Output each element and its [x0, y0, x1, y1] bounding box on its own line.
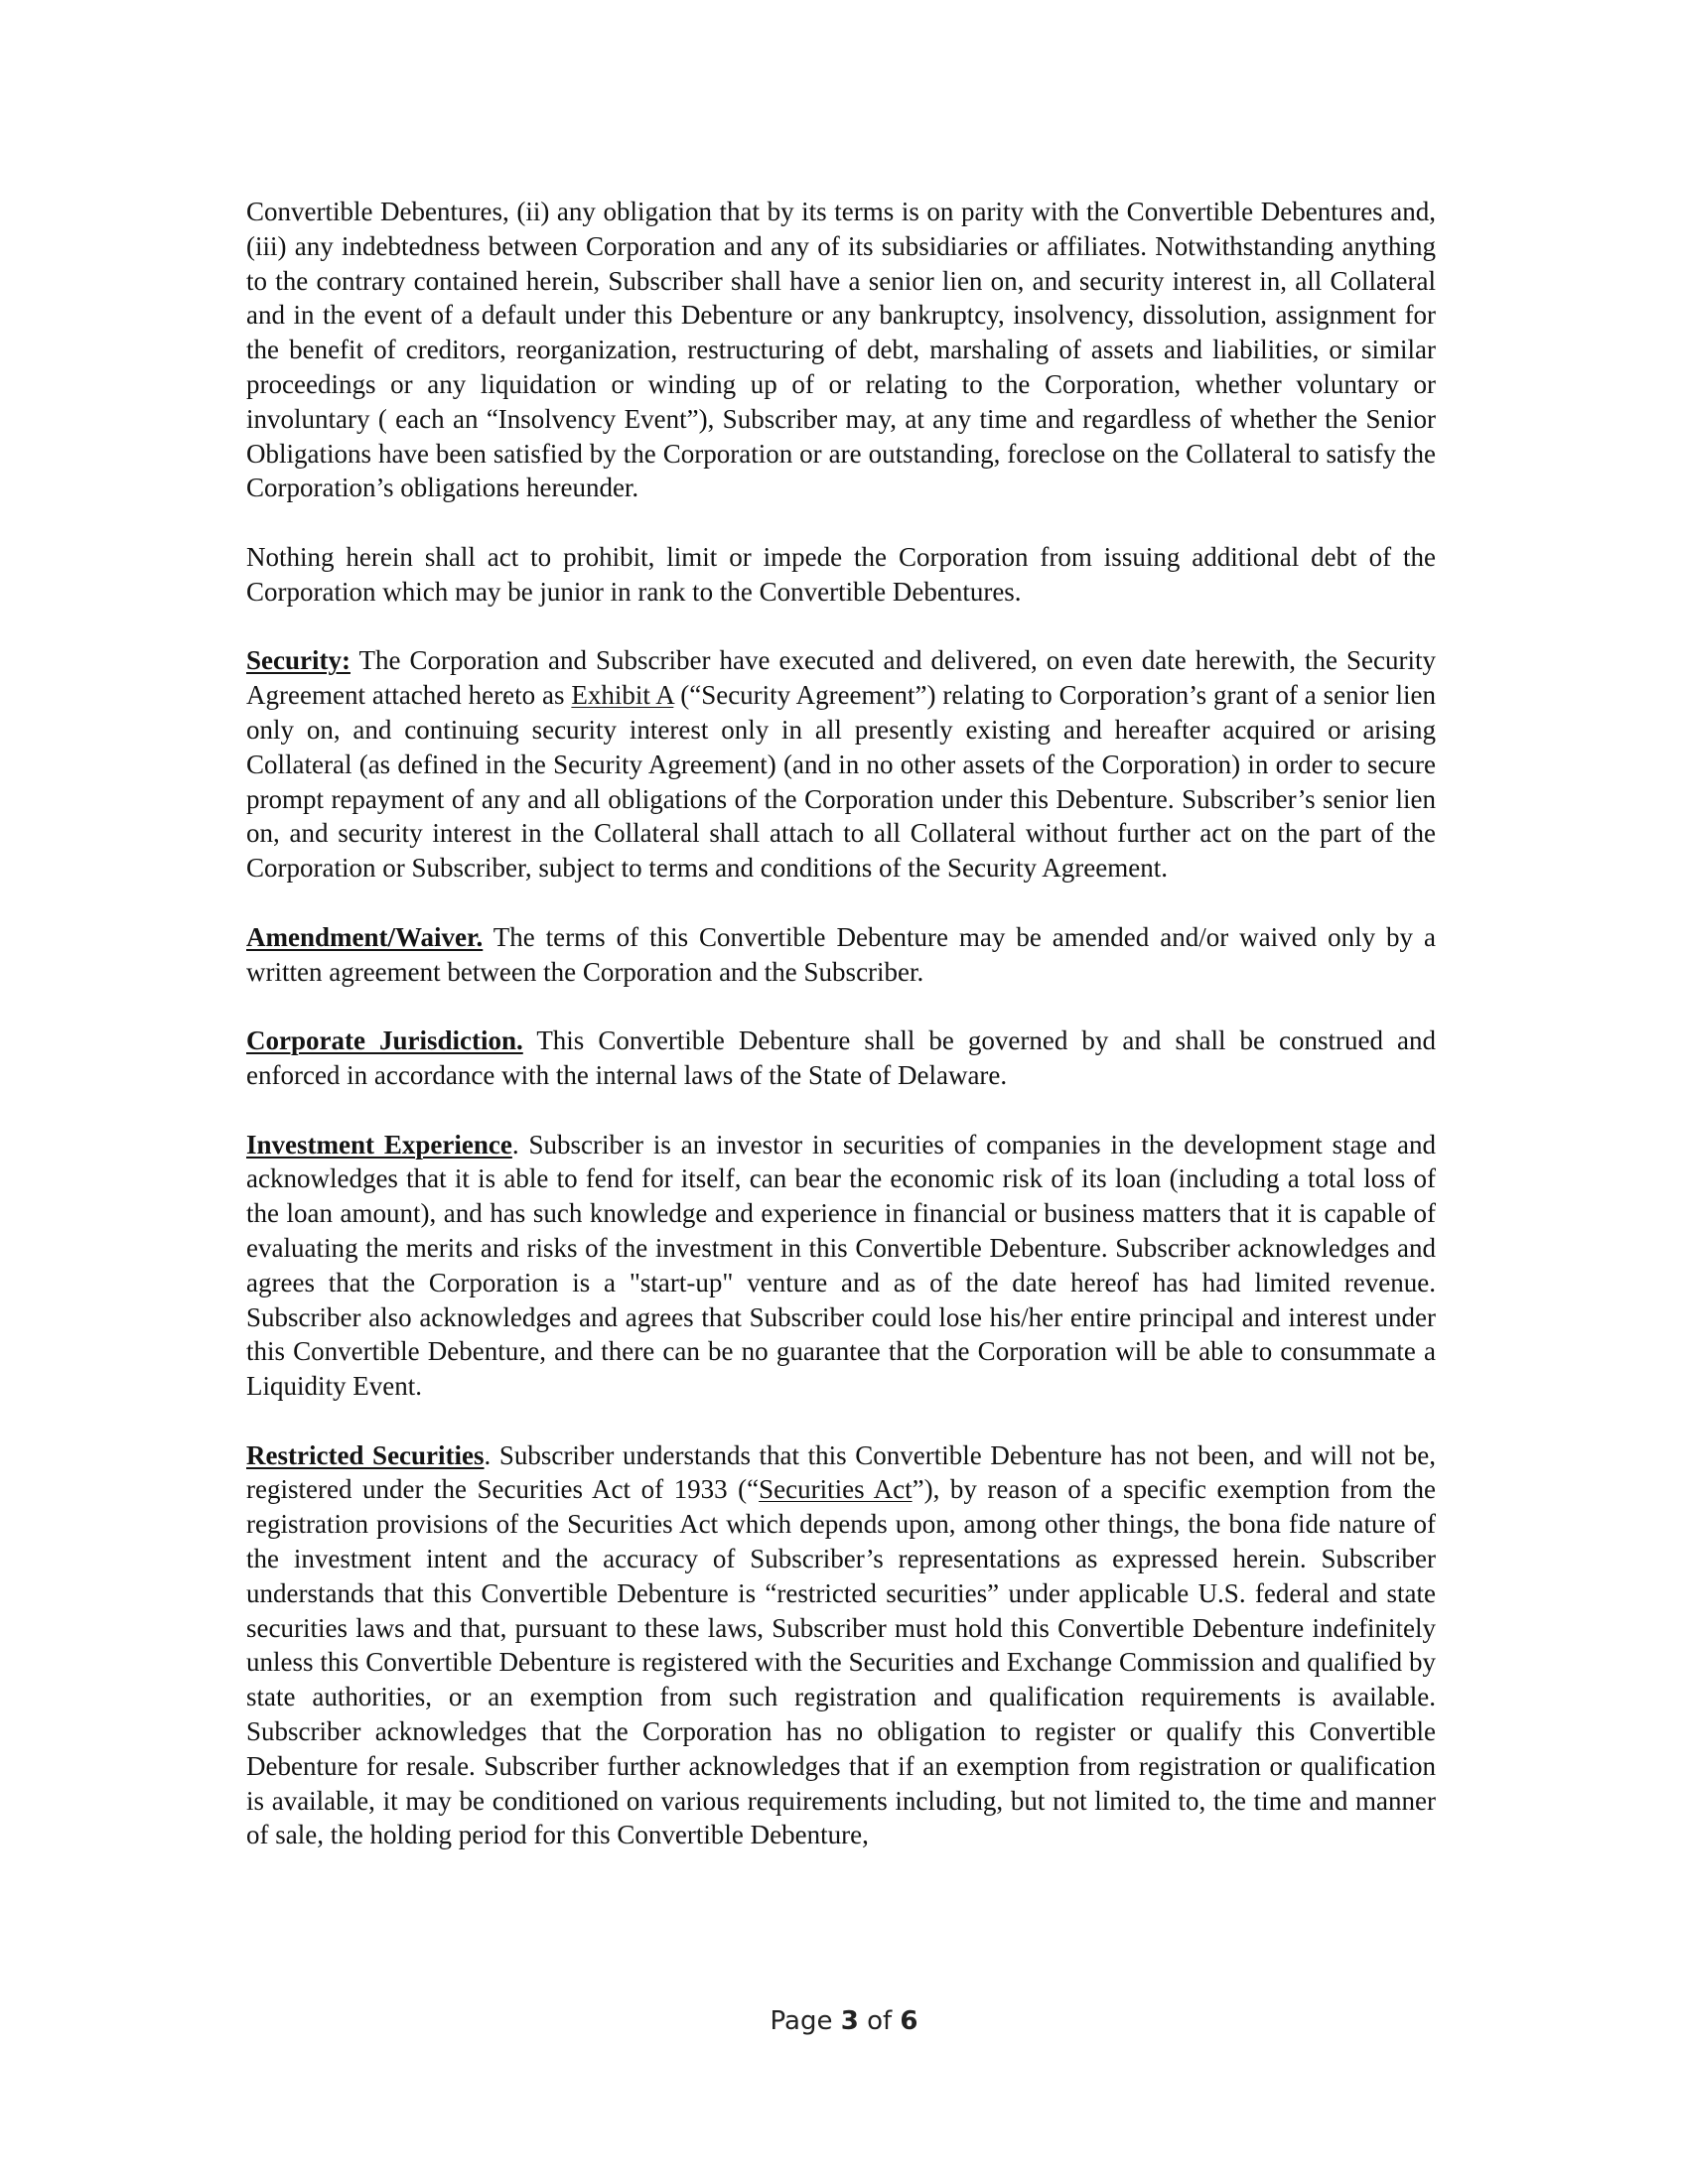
page-number-total: 6: [900, 2006, 918, 2036]
paragraph-text: The terms of this Convertible Debenture may be amended and/or waived only by a written agreement between the Corporation and the Subscriber.: [246, 921, 1436, 987]
paragraph-corporate-jurisdiction: [246, 1024, 1436, 1093]
paragraph-text: (“Security Agreement”) relating to Corporation’s grant of a senior lien only on, and continuing security interest only in all presently existing and hereafter acquired or arising Collateral (as defined in the Security Agreement) (and in no other assets of the Corporation) in order to secure prompt repayment of any and all obligations of the Corporation under this Debenture. Subscriber’s senior lien on, and security interest in the Collateral shall attach to all Collateral without further act on the part of the Corporation or Subscriber, subject to terms and conditions of the Security Agreement.: [246, 680, 1436, 884]
section-heading-investment-experience: Investment Experience: [246, 1129, 512, 1160]
paragraph-investment-experience: [246, 1128, 1436, 1404]
paragraph-text: This Convertible Debenture shall be governed by and shall be construed and enforced in accordance with the internal laws of the State of Delaware.: [246, 1025, 1436, 1090]
securities-act-reference: Securities Act: [759, 1474, 913, 1505]
paragraph-amendment-waiver: [246, 920, 1436, 990]
page-number-current: 3: [840, 2006, 859, 2036]
paragraph-text: . Subscriber understands that this Convertible Debenture has not been, and will not be, registered under the Securities Act of 1933 (“: [246, 1439, 1436, 1505]
paragraph-text: Convertible Debentures, (ii) any obligation that by its terms is on parity with the Convertible Debentures and, (iii) any indebtedness between Corporation and any of its subsidiaries or affiliates. Notwithstanding anything to the contrary contained herein, Subscriber shall have a senior lien on, and security interest in, all Collateral and in the event of a default under this Debenture or any bankruptcy, insolvency, dissolution, assignment for the benefit of creditors, reorganization, restructuring of debt, marshaling of assets and liabilities, or similar proceedings or any liquidation or winding up of or relating to the Corporation, whether voluntary or involuntary ( each an “Insolvency Event”), Subscriber may, at any time and regardless of whether the Senior Obligations have been satisfied by the Corporation or are outstanding, foreclose on the Collateral to satisfy the Corporation’s obligations hereunder.: [246, 197, 1436, 503]
document-body: [246, 195, 1436, 1887]
paragraph-text: Nothing herein shall act to prohibit, limit or impede the Corporation from issuing additional debt of the Corporation which may be junior in rank to the Convertible Debentures.: [246, 541, 1436, 607]
page-number-separator: of: [858, 2006, 901, 2036]
paragraph-security: [246, 643, 1436, 886]
paragraph-restricted-securities: [246, 1438, 1436, 1853]
section-heading-amendment-waiver: Amendment/Waiver.: [246, 921, 484, 952]
page-number-prefix: Page: [770, 2006, 841, 2036]
exhibit-a-reference: Exhibit A: [571, 680, 674, 711]
paragraph-text: The Corporation and Subscriber have executed and delivered, on even date herewith, the Security Agreement attached hereto as: [246, 645, 1436, 711]
paragraph-subordination-continued: [246, 195, 1436, 505]
section-heading-security: Security:: [246, 645, 351, 676]
section-heading-corporate-jurisdiction: Corporate Jurisdiction.: [246, 1025, 523, 1056]
page-footer: [0, 2006, 1688, 2036]
paragraph-text: ”), by reason of a specific exemption from the registration provisions of the Securities Act which depends upon, among other things, the bona fide nature of the investment intent and the accuracy of Subscriber’s representations as expressed herein. Subscriber understands that this Convertible Debenture is “restricted securities” under applicable U.S. federal and state securities laws and that, pursuant to these laws, Subscriber must hold this Convertible Debenture indefinitely unless this Convertible Debenture is registered with the Securities and Exchange Commission and qualified by state authorities, or an exemption from such registration and qualification requirements is available. Subscriber acknowledges that the Corporation has no obligation to register or qualify this Convertible Debenture for resale. Subscriber further acknowledges that if an exemption from registration or qualification is available, it may be conditioned on various requirements including, but not limited to, the time and manner of sale, the holding period for this Convertible Debenture,: [246, 1474, 1436, 1850]
paragraph-junior-debt: [246, 540, 1436, 610]
paragraph-text: . Subscriber is an investor in securities of companies in the development stage and acknowledges that it is able to fend for itself, can bear the economic risk of its loan (including a total loss of the loan amount), and has such knowledge and experience in financial or business matters that it is capable of evaluating the merits and risks of the investment in this Convertible Debenture. Subscriber acknowledges and agrees that the Corporation is a "start-up" venture and as of the date hereof has had limited revenue. Subscriber also acknowledges and agrees that Subscriber could lose his/her entire principal and interest under this Convertible Debenture, and there can be no guarantee that the Corporation will be able to consummate a Liquidity Event.: [246, 1129, 1437, 1402]
section-heading-restricted-securities: Restricted Securities: [246, 1439, 485, 1470]
